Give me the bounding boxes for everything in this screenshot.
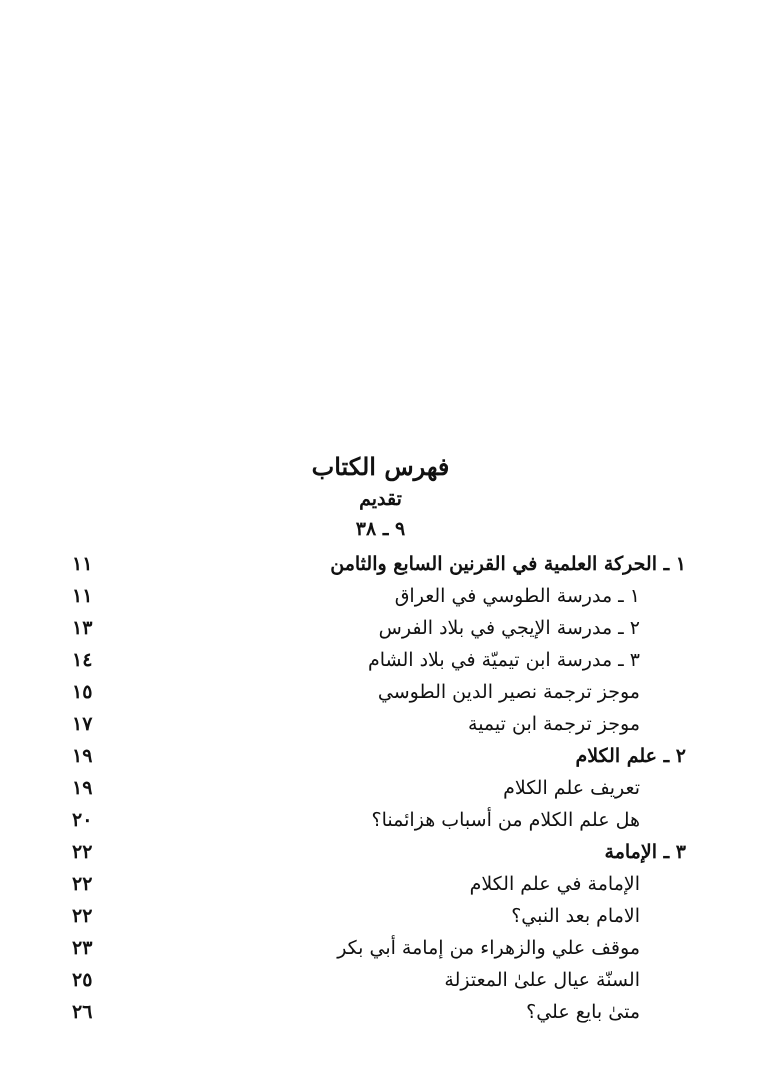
toc-entry-label: موجز ترجمة نصير الدين الطوسي xyxy=(377,681,640,703)
page-title: فهرس الكتاب xyxy=(311,452,450,481)
toc-entry xyxy=(72,644,686,676)
toc-entry-page: ١٧ xyxy=(72,713,93,735)
toc-entry xyxy=(72,804,686,836)
toc-entry-label: الامام بعد النبي؟ xyxy=(511,905,640,927)
toc-entry-label: هل علم الكلام من أسباب هزائمنا؟ xyxy=(371,809,640,831)
toc-entry-label: متىٰ بايع علي؟ xyxy=(526,1001,640,1023)
toc-entry xyxy=(72,740,686,772)
toc-entry-page: ٢٦ xyxy=(72,1001,93,1023)
toc-entry-page: ٢٠ xyxy=(72,809,93,831)
toc-entry-page: ٢٣ xyxy=(72,937,93,959)
toc-entry xyxy=(72,868,686,900)
toc-entry xyxy=(72,932,686,964)
toc-entry xyxy=(72,964,686,996)
toc-entry-page: ١٤ xyxy=(72,649,93,671)
toc-entry-page: ١١ xyxy=(72,585,93,607)
toc-entry-label: السنّة عيال علىٰ المعتزلة xyxy=(444,969,640,991)
toc-entry-label: ٢ ـ علم الكلام xyxy=(575,745,686,767)
toc-entry xyxy=(72,836,686,868)
intro-label: تقديم xyxy=(359,488,402,510)
toc-entry xyxy=(72,772,686,804)
toc-entry xyxy=(72,548,686,580)
toc-entry-page: ١٥ xyxy=(72,681,93,703)
toc-entry-page: ١٩ xyxy=(72,745,93,767)
toc-entry-page: ٢٢ xyxy=(72,873,93,895)
toc-entry-label: موقف علي والزهراء من إمامة أبي بكر xyxy=(337,937,640,959)
toc-entry xyxy=(72,996,686,1028)
toc-entry-page: ١١ xyxy=(72,553,93,575)
toc-entry-page: ٢٢ xyxy=(72,841,93,863)
toc-entry-label: الإمامة في علم الكلام xyxy=(469,873,640,895)
toc-entry-label: ١ ـ الحركة العلمية في القرنين السابع والثامن xyxy=(330,553,686,575)
intro-pages: ٩ ـ ٣٨ xyxy=(355,518,406,540)
toc-entry-page: ٢٥ xyxy=(72,969,93,991)
toc-entry-label: ٢ ـ مدرسة الإيجي في بلاد الفرس xyxy=(378,617,640,639)
toc-entry xyxy=(72,900,686,932)
toc-entry xyxy=(72,612,686,644)
toc-entry-label: موجز ترجمة ابن تيمية xyxy=(468,713,640,735)
toc-entry-label: ١ ـ مدرسة الطوسي في العراق xyxy=(394,585,640,607)
toc-entry-page: ١٣ xyxy=(72,617,93,639)
toc-entry-label: ٣ ـ الإمامة xyxy=(604,841,686,863)
toc-entry xyxy=(72,708,686,740)
table-of-contents xyxy=(72,548,686,1028)
toc-entry-page: ٢٢ xyxy=(72,905,93,927)
toc-entry-page: ١٩ xyxy=(72,777,93,799)
toc-entry-label: تعريف علم الكلام xyxy=(503,777,640,799)
toc-entry xyxy=(72,676,686,708)
toc-entry-label: ٣ ـ مدرسة ابن تيميّة في بلاد الشام xyxy=(367,649,640,671)
toc-entry xyxy=(72,580,686,612)
